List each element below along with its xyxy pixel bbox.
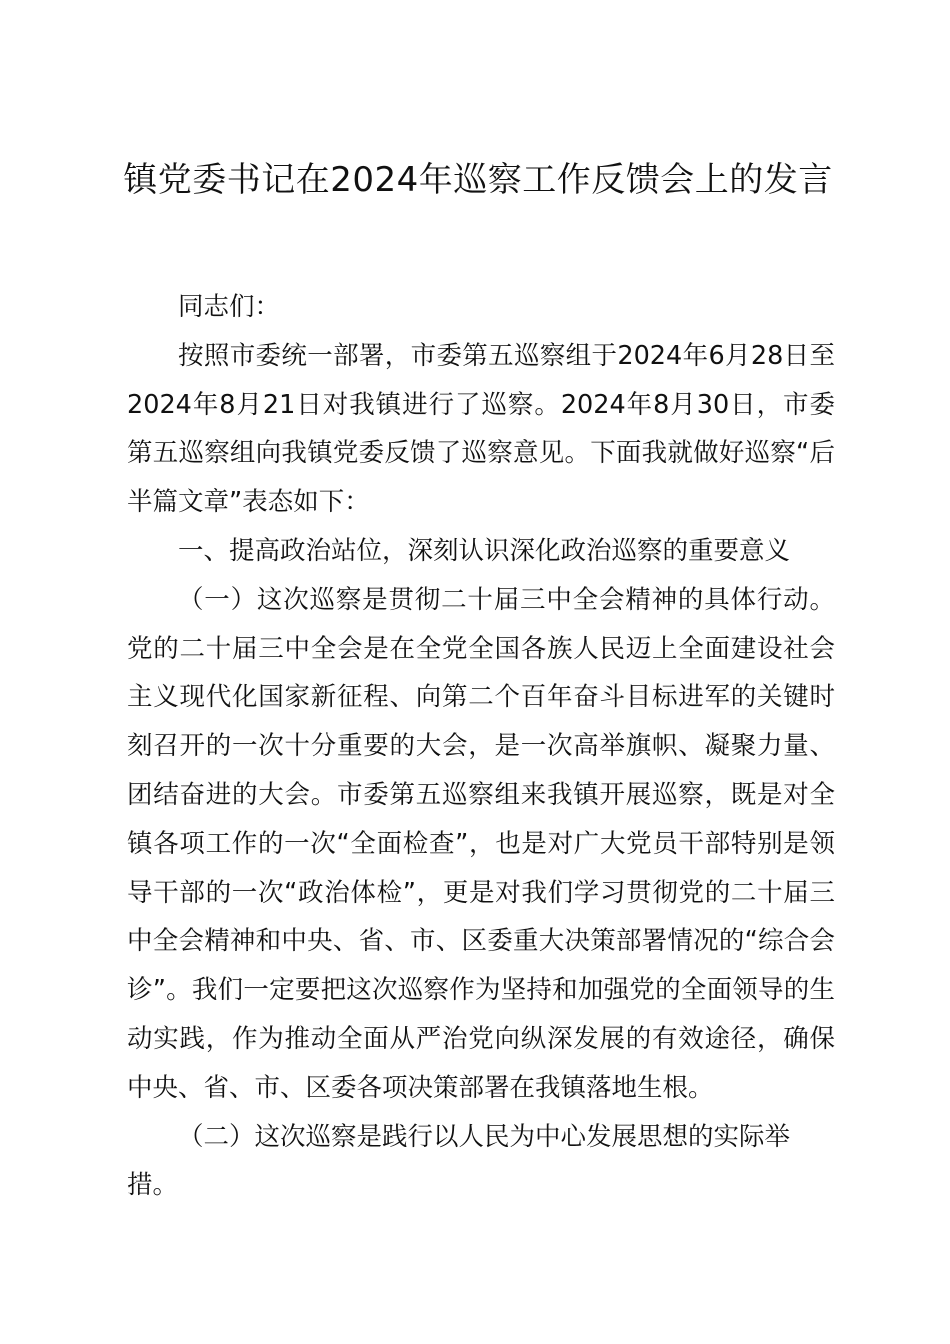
document-title: 镇党委书记在2024年巡察工作反馈会上的发言 (123, 160, 833, 200)
subsection-paragraph-1: （一）这次巡察是贯彻二十届三中全会精神的具体行动。党的二十届三中全会是在全党全国各族人民迈上全面建设社会主义现代化国家新征程、向第二个百年奋斗目标进军的关键时刻召开的一次十分重要的大会，是一次高举旗帜、凝聚力量、团结奋进的大会。市委第五巡察组来我镇开展巡察，既是对全镇各项工作的一次“全面检查”，也是对广大党员干部特别是领导干部的一次“政治体检”，更是对我们学习贯彻党的二十届三中全会精神和中央、省、市、区委重大决策部署情况的“综合会诊”。我们一定要把这次巡察作为坚持和加强党的全面领导的生动实践，作为推动全面从严治党向纵深发展的有效途径，确保中央、省、市、区委各项决策部署在我镇落地生根。 (127, 584, 835, 1103)
salutation-paragraph: 同志们： (178, 292, 281, 322)
document-body (127, 283, 835, 1210)
intro-paragraph: 按照市委统一部署，市委第五巡察组于2024年6月28日至2024年8月21日对我镇进行了巡察。2024年8月30日，市委第五巡察组向我镇党委反馈了巡察意见。下面我就做好巡察“后半篇文章”表态如下： (127, 340, 835, 518)
section-heading-1: 一、提高政治站位，深刻认识深化政治巡察的重要意义 (178, 535, 791, 566)
subsection-paragraph-2: （二）这次巡察是践行以人民为中心发展思想的实际举措。 (127, 1121, 791, 1201)
